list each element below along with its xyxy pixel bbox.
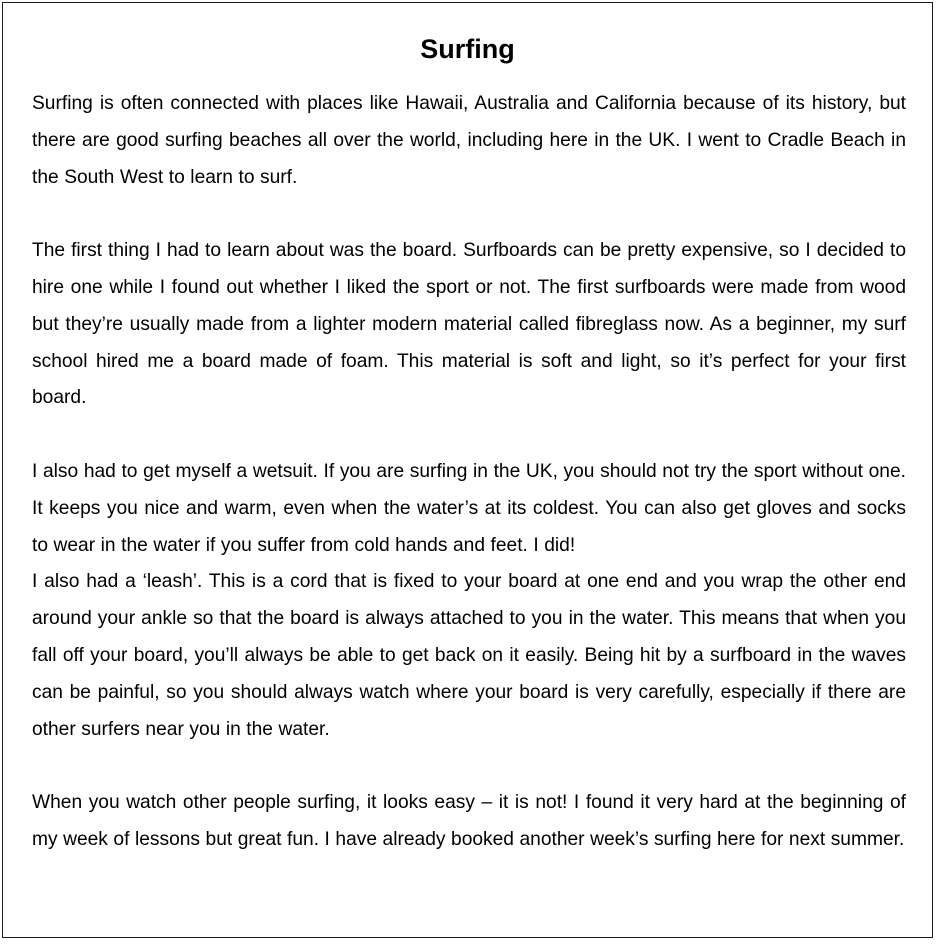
- document-title: Surfing: [420, 34, 515, 64]
- paragraph-conclusion: When you watch other people surfing, it looks easy – it is not! I found it very hard at the beginning of my week of lessons but great fun. I have already booked another week’s surfing here for next summer.: [32, 792, 906, 850]
- paragraph-board: The first thing I had to learn about was the board. Surfboards can be pretty expensive, so I decided to hire one while I found out whether I liked the sport or not. The first surfboards were made from wood but they’re usually made from a lighter modern material called fibreglass now. As a beginner, my surf school hired me a board made of foam. This material is soft and light, so it’s perfect for your first board.: [32, 240, 906, 409]
- document-body: [32, 86, 906, 859]
- paragraph-wetsuit: I also had to get myself a wetsuit. If you are surfing in the UK, you should not try the sport without one. It keeps you nice and warm, even when the water’s at its coldest. You can also get gloves and socks to wear in the water if you suffer from cold hands and feet. I did!: [32, 460, 906, 556]
- paragraph-leash: I also had a ‘leash’. This is a cord that is fixed to your board at one end and you wrap the other end around your ankle so that the board is always attached to you in the water. This means that when you fall off your board, you’ll always be able to get back on it easily. Being hit by a surfboard in the waves can be painful, so you should always watch where your board is very carefully, especially if there are other surfers near you in the water.: [32, 571, 906, 740]
- paragraph-intro: Surfing is often connected with places like Hawaii, Australia and California because of its history, but there are good surfing beaches all over the world, including here in the UK. I went to Cradle Beach in the South West to learn to surf.: [32, 93, 906, 188]
- document-page: [2, 2, 933, 938]
